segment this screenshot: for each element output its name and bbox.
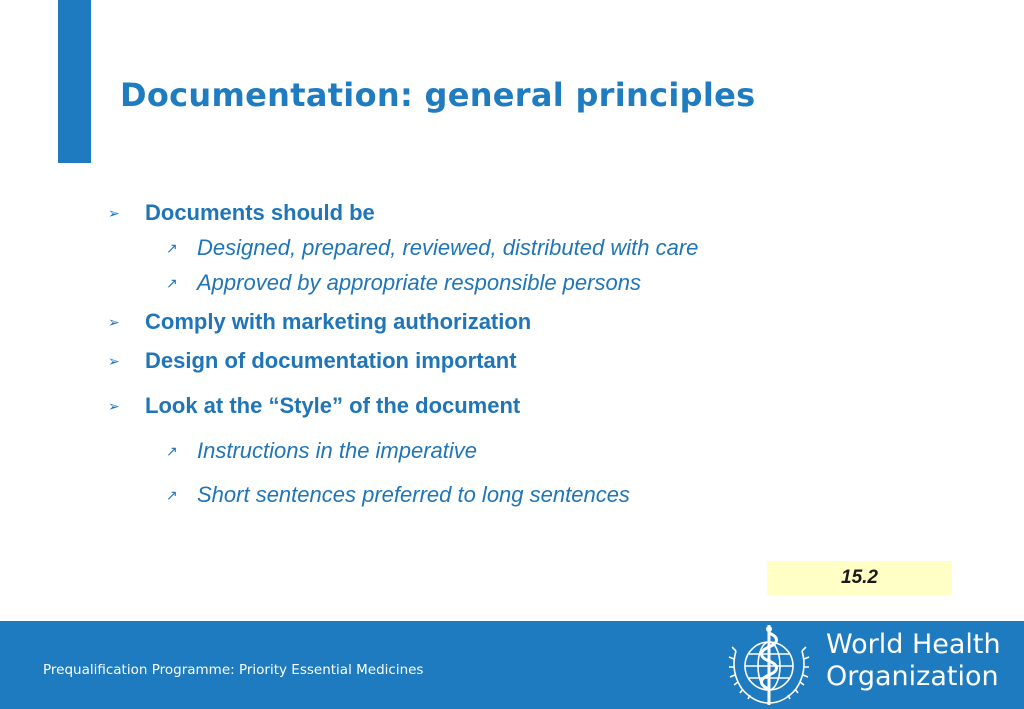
programme-name: Prequalification Programme: Priority Essential Medicines [43, 662, 424, 678]
footer-bar [0, 621, 1024, 709]
sub-bullet-text: Instructions in the imperative [197, 438, 478, 463]
arrow-bullet-icon: ➢ [108, 314, 120, 330]
arrow-bullet-icon: ➢ [108, 205, 120, 221]
slide-number-badge: 15.2 [767, 561, 952, 595]
northeast-arrow-icon: ↗ [166, 275, 178, 291]
northeast-arrow-icon: ↗ [166, 443, 178, 459]
org-name-line1: World Health [826, 629, 1001, 660]
bullet-text: Comply with marketing authorization [145, 309, 532, 334]
title-accent-bar [58, 0, 91, 163]
who-wordmark [826, 629, 1001, 693]
bullet-text: Design of documentation important [145, 348, 517, 373]
slide-title: Documentation: general principles [120, 76, 756, 114]
sub-bullet-text: Designed, prepared, reviewed, distributed with care [197, 235, 699, 260]
bullet-text: Documents should be [145, 200, 375, 225]
arrow-bullet-icon: ➢ [108, 353, 120, 369]
sub-bullet-text: Short sentences preferred to long sentences [197, 482, 630, 507]
bullet-text: Look at the “Style” of the document [145, 393, 521, 418]
northeast-arrow-icon: ↗ [166, 487, 178, 503]
org-name-line2: Organization [826, 661, 999, 692]
who-emblem-icon [722, 621, 816, 709]
northeast-arrow-icon: ↗ [166, 240, 178, 256]
sub-bullet-text: Approved by appropriate responsible persons [197, 270, 641, 295]
arrow-bullet-icon: ➢ [108, 398, 120, 414]
